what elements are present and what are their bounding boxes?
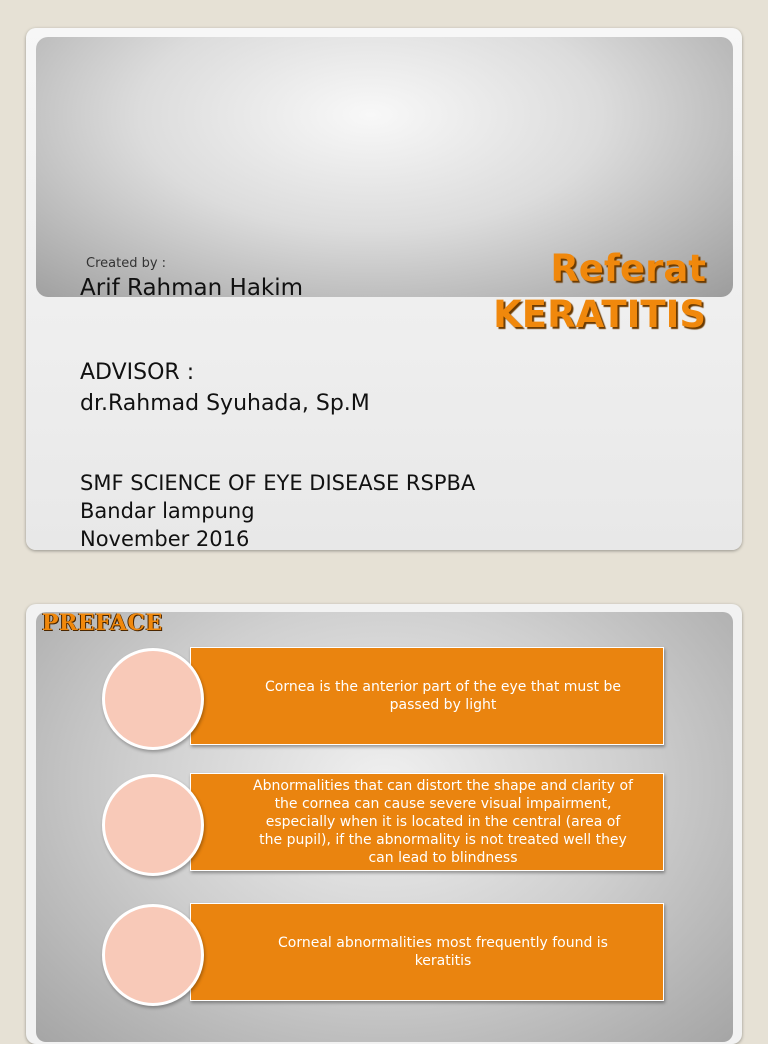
institution-name: SMF SCIENCE OF EYE DISEASE RSPBA xyxy=(80,471,476,495)
circle-bullet xyxy=(102,904,204,1006)
institution-city: Bandar lampung xyxy=(80,499,255,523)
title-slide xyxy=(26,28,742,550)
advisor-name: dr.Rahmad Syuhada, Sp.M xyxy=(80,391,370,416)
list-item xyxy=(26,903,742,1003)
list-item xyxy=(26,647,742,747)
item-text: Cornea is the anterior part of the eye that must be passed by light xyxy=(264,679,621,713)
item-text: Abnormalities that can distort the shape and clarity of the cornea can cause severe visual impairment, especially when it is located in the central (area of the pupil), if the abnormality is not treated well they can lead to blindness xyxy=(253,778,633,866)
advisor-label: ADVISOR : xyxy=(80,360,195,385)
circle-bullet xyxy=(102,648,204,750)
institution-date: November 2016 xyxy=(80,527,250,550)
text-box xyxy=(190,647,664,745)
preface-heading: PREFACE xyxy=(42,610,163,636)
title-line-referat: Referat xyxy=(550,247,706,290)
slide-title xyxy=(493,246,706,338)
author-name: Arif Rahman Hakim xyxy=(80,275,304,301)
preface-slide xyxy=(26,604,742,1044)
advisor-block xyxy=(80,357,370,419)
created-by-label: Created by : xyxy=(86,256,167,271)
text-box xyxy=(190,903,664,1001)
institution-block xyxy=(80,469,475,550)
list-item xyxy=(26,773,742,873)
title-line-keratitis: KERATITIS xyxy=(493,293,706,336)
circle-bullet xyxy=(102,774,204,876)
item-text: Corneal abnormalities most frequently found is keratitis xyxy=(278,935,608,969)
text-box xyxy=(190,773,664,871)
